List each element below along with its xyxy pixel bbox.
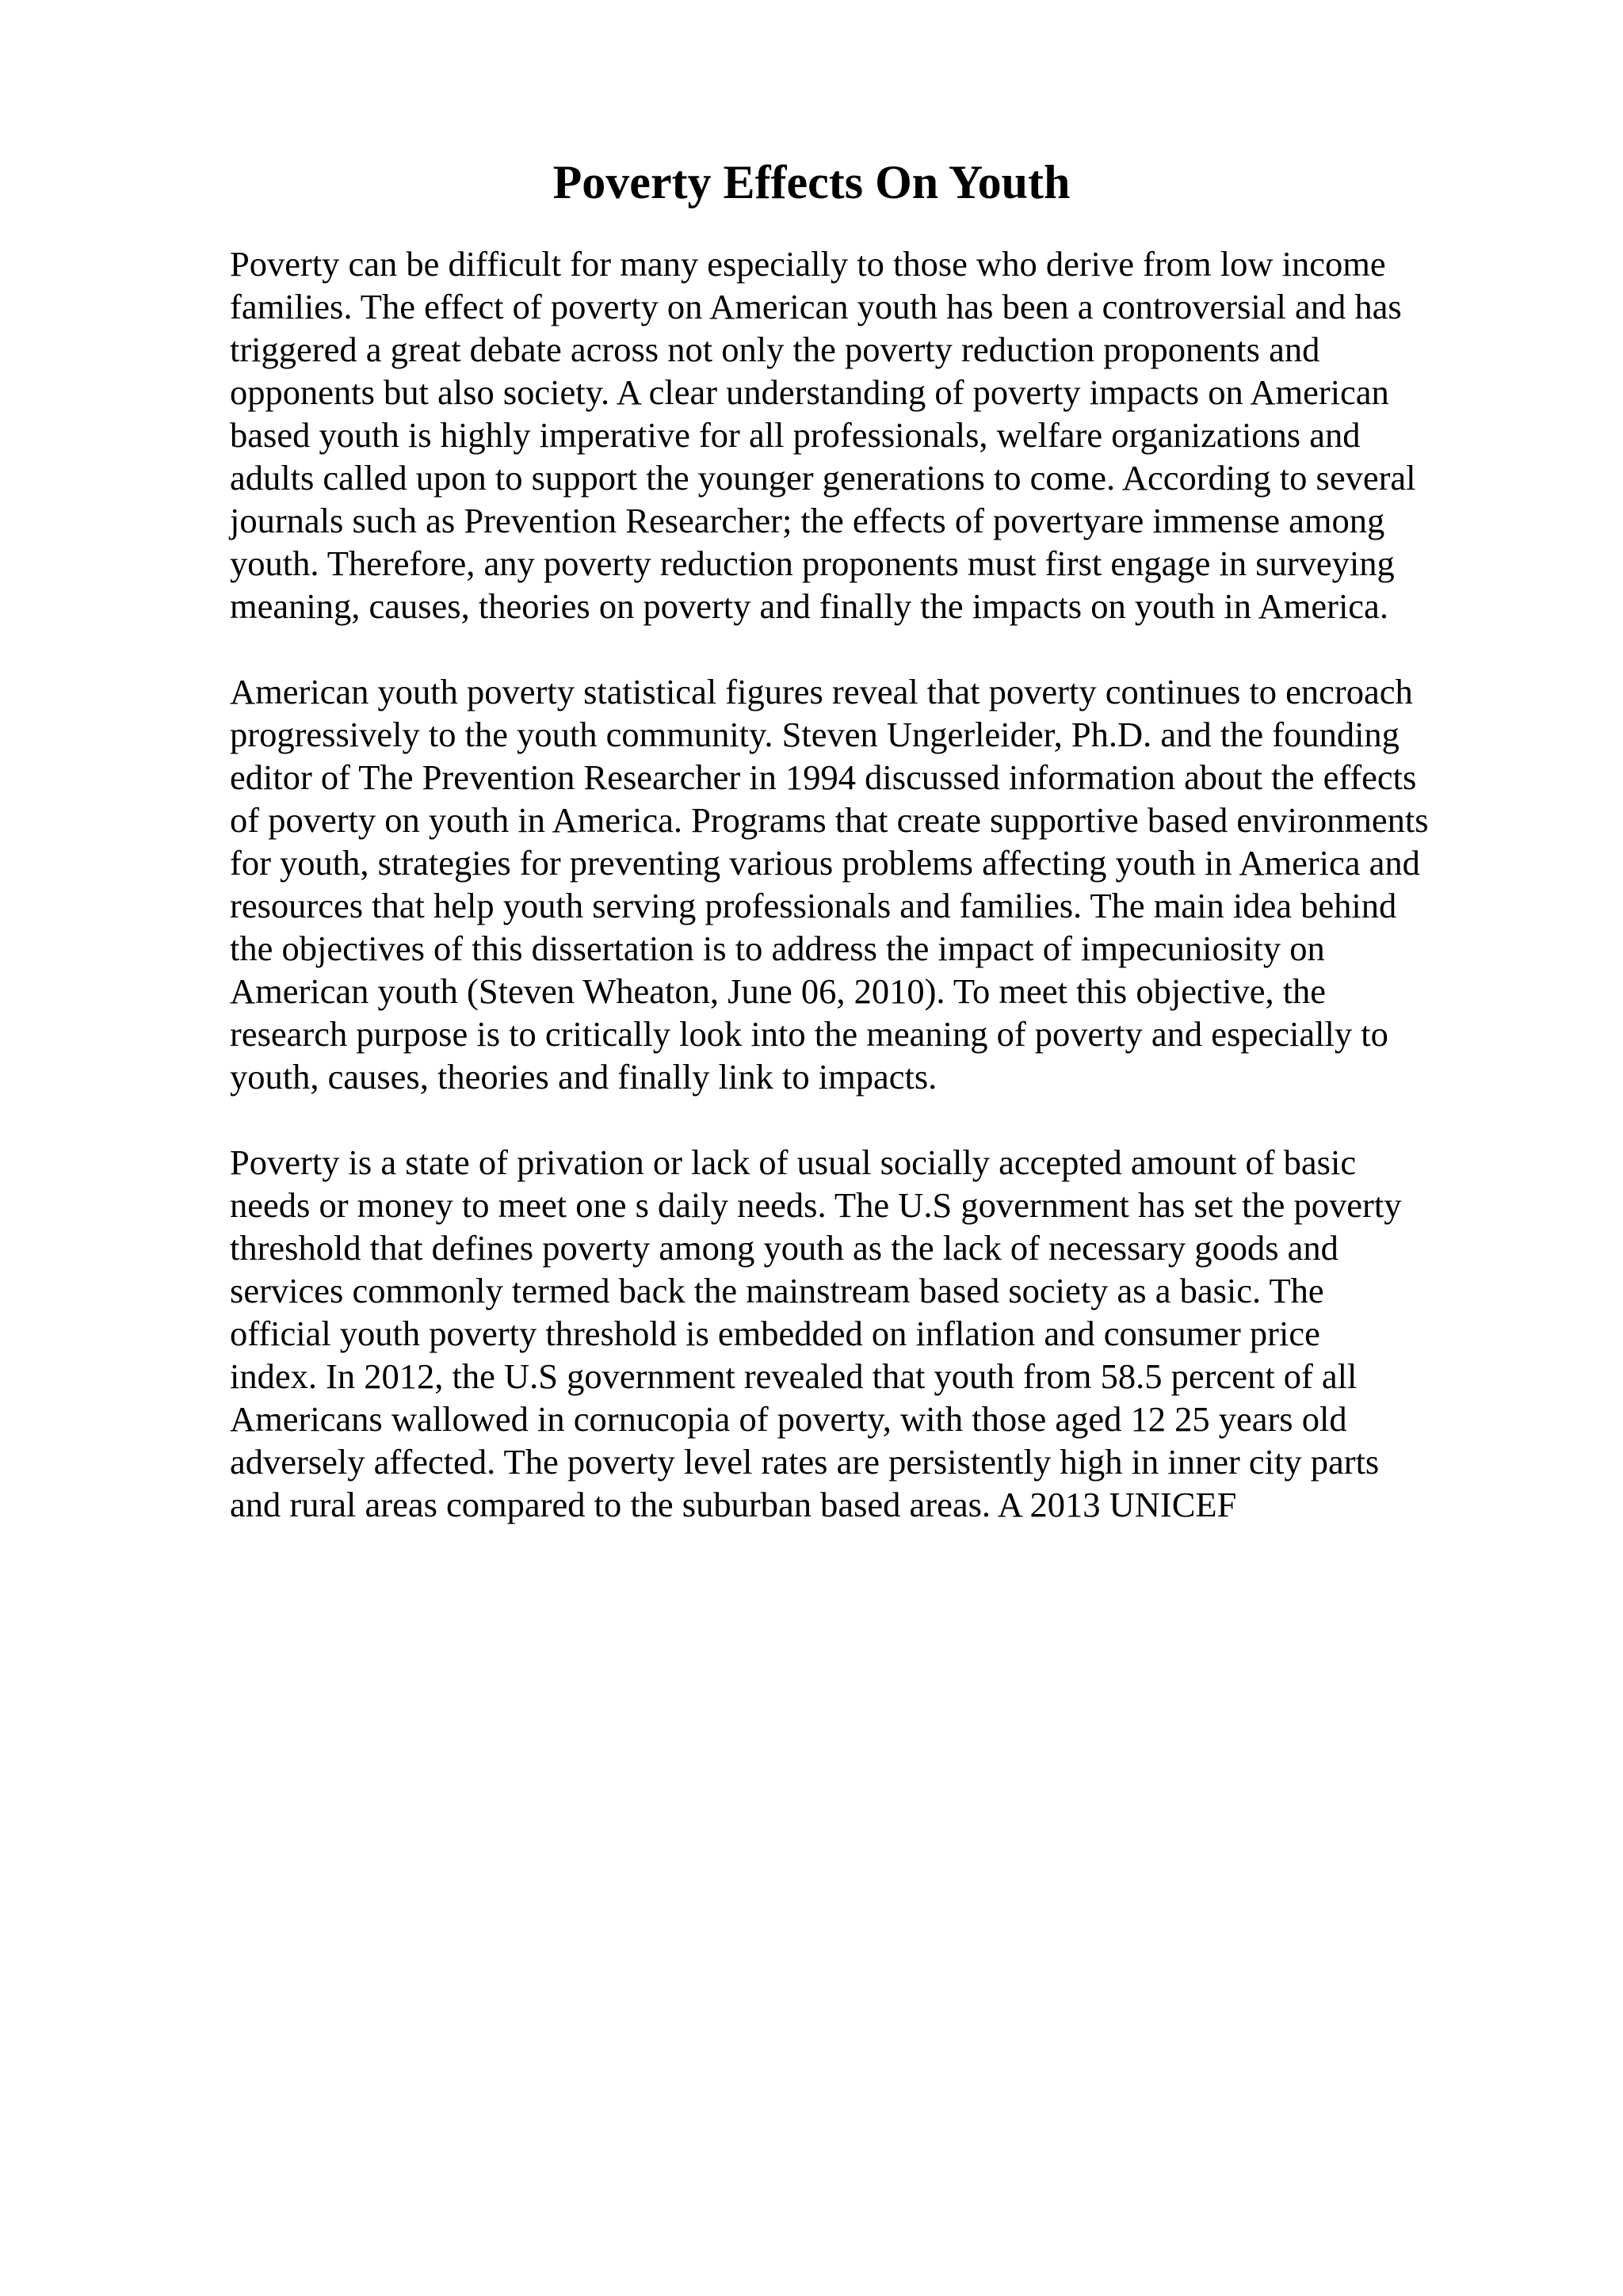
text-line: threshold that defines poverty among youth as the lack of necessary goods and xyxy=(230,1228,1338,1268)
text-line: youth. Therefore, any poverty reduction proponents must first engage in surveying xyxy=(230,543,1395,583)
text-line: families. The effect of poverty on American youth has been a controversial and has xyxy=(230,287,1402,326)
text-line: opponents but also society. A clear understanding of poverty impacts on American xyxy=(230,372,1389,412)
text-line: for youth, strategies for preventing various problems affecting youth in America and xyxy=(230,843,1420,883)
text-line: resources that help youth serving professionals and families. The main idea behind xyxy=(230,886,1397,925)
paragraph-2 xyxy=(230,670,1482,1098)
text-line: official youth poverty threshold is embedded on inflation and consumer price xyxy=(230,1314,1320,1353)
document-title: Poverty Effects On Youth xyxy=(552,156,1071,208)
text-line: meaning, causes, theories on poverty and finally the impacts on youth in America. xyxy=(230,586,1388,626)
text-line: Americans wallowed in cornucopia of poverty, with those aged 12 25 years old xyxy=(230,1399,1347,1439)
text-line: research purpose is to critically look into the meaning of poverty and especially to xyxy=(230,1014,1388,1054)
paragraph-1 xyxy=(230,242,1482,627)
text-line: American youth (Steven Wheaton, June 06, 2010). To meet this objective, the xyxy=(230,971,1327,1011)
paragraph-3 xyxy=(230,1141,1482,1526)
text-line: needs or money to meet one s daily needs. The U.S government has set the poverty xyxy=(230,1185,1402,1225)
text-line: editor of The Prevention Researcher in 1994 discussed information about the effects xyxy=(230,757,1417,797)
text-line: of poverty on youth in America. Programs that create supportive based environments xyxy=(230,800,1429,840)
text-line: adults called upon to support the younger generations to come. According to several xyxy=(230,458,1416,498)
text-line: index. In 2012, the U.S government revealed that youth from 58.5 percent of all xyxy=(230,1356,1358,1396)
text-line: based youth is highly imperative for all professionals, welfare organizations and xyxy=(230,415,1361,455)
text-line: American youth poverty statistical figures reveal that poverty continues to encroach xyxy=(230,672,1413,711)
text-line: youth, causes, theories and finally link to impacts. xyxy=(230,1057,938,1097)
text-line: Poverty can be difficult for many especially to those who derive from low income xyxy=(230,244,1386,284)
document-body xyxy=(230,242,1482,1569)
text-line: progressively to the youth community. Steven Ungerleider, Ph.D. and the founding xyxy=(230,715,1400,754)
text-line: adversely affected. The poverty level rates are persistently high in inner city parts xyxy=(230,1442,1380,1482)
text-line: Poverty is a state of privation or lack of usual socially accepted amount of basic xyxy=(230,1142,1357,1182)
text-line: services commonly termed back the mainstream based society as a basic. The xyxy=(230,1271,1324,1310)
text-line: and rural areas compared to the suburban based areas. A 2013 UNICEF xyxy=(230,1485,1237,1524)
text-line: triggered a great debate across not only the poverty reduction proponents and xyxy=(230,330,1320,369)
text-line: journals such as Prevention Researcher; the effects of povertyare immense among xyxy=(230,501,1385,540)
text-line: the objectives of this dissertation is to address the impact of impecuniosity on xyxy=(230,929,1325,968)
